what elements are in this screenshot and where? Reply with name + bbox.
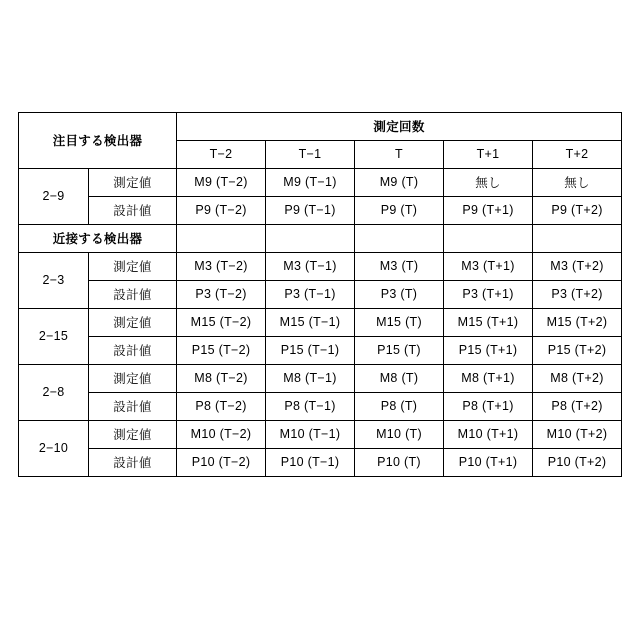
value-cell: M3 (T+2): [533, 253, 622, 281]
value-cell: M8 (T−1): [266, 365, 355, 393]
value-cell: P15 (T+1): [444, 337, 533, 365]
value-cell: P10 (T−2): [177, 449, 266, 477]
value-cell: M15 (T+2): [533, 309, 622, 337]
value-cell: P8 (T−2): [177, 393, 266, 421]
value-cell: P15 (T−2): [177, 337, 266, 365]
value-cell: M15 (T): [355, 309, 444, 337]
value-cell: P8 (T−1): [266, 393, 355, 421]
measurement-table-wrapper: [18, 112, 622, 477]
kind-measured: 測定値: [89, 365, 177, 393]
table-row: [19, 365, 622, 393]
value-cell: M10 (T−1): [266, 421, 355, 449]
value-cell: P9 (T−2): [177, 197, 266, 225]
kind-design: 設計値: [89, 393, 177, 421]
value-cell: M10 (T+1): [444, 421, 533, 449]
value-cell: M9 (T−1): [266, 169, 355, 197]
value-cell: 無し: [533, 169, 622, 197]
value-cell: P15 (T+2): [533, 337, 622, 365]
measurement-table: [18, 112, 622, 477]
blank-cell: [444, 225, 533, 253]
value-cell: M10 (T): [355, 421, 444, 449]
table-row: [19, 393, 622, 421]
detector-id-neighbor: 2−8: [19, 365, 89, 421]
value-cell: P3 (T−1): [266, 281, 355, 309]
blank-cell: [533, 225, 622, 253]
header-tick-1: T−1: [266, 141, 355, 169]
table-header-row-1: [19, 113, 622, 141]
kind-measured-focus: 測定値: [89, 169, 177, 197]
kind-design: 設計値: [89, 449, 177, 477]
value-cell: M8 (T+2): [533, 365, 622, 393]
header-tick-2: T: [355, 141, 444, 169]
value-cell: P3 (T): [355, 281, 444, 309]
header-measure-count: 測定回数: [177, 113, 622, 141]
kind-measured: 測定値: [89, 253, 177, 281]
value-cell: P9 (T): [355, 197, 444, 225]
kind-design: 設計値: [89, 281, 177, 309]
kind-measured: 測定値: [89, 309, 177, 337]
blank-cell: [266, 225, 355, 253]
value-cell: P10 (T+1): [444, 449, 533, 477]
value-cell: M8 (T): [355, 365, 444, 393]
value-cell: P15 (T): [355, 337, 444, 365]
value-cell: M15 (T+1): [444, 309, 533, 337]
header-tick-4: T+2: [533, 141, 622, 169]
blank-cell: [177, 225, 266, 253]
value-cell: M15 (T−2): [177, 309, 266, 337]
value-cell: 無し: [444, 169, 533, 197]
table-row: [19, 337, 622, 365]
header-tick-0: T−2: [177, 141, 266, 169]
kind-design: 設計値: [89, 337, 177, 365]
table-section-row: [19, 225, 622, 253]
value-cell: M8 (T+1): [444, 365, 533, 393]
value-cell: P10 (T): [355, 449, 444, 477]
table-row: [19, 449, 622, 477]
value-cell: M9 (T): [355, 169, 444, 197]
value-cell: P8 (T+1): [444, 393, 533, 421]
value-cell: M10 (T−2): [177, 421, 266, 449]
detector-id-neighbor: 2−10: [19, 421, 89, 477]
value-cell: P10 (T−1): [266, 449, 355, 477]
value-cell: M8 (T−2): [177, 365, 266, 393]
value-cell: P15 (T−1): [266, 337, 355, 365]
table-row: [19, 253, 622, 281]
value-cell: P8 (T): [355, 393, 444, 421]
table-row: [19, 169, 622, 197]
value-cell: P8 (T+2): [533, 393, 622, 421]
value-cell: M15 (T−1): [266, 309, 355, 337]
value-cell: M3 (T−1): [266, 253, 355, 281]
value-cell: M3 (T+1): [444, 253, 533, 281]
value-cell: P3 (T−2): [177, 281, 266, 309]
detector-id-neighbor: 2−15: [19, 309, 89, 365]
value-cell: P3 (T+2): [533, 281, 622, 309]
table-row: [19, 421, 622, 449]
value-cell: M3 (T): [355, 253, 444, 281]
value-cell: P9 (T+1): [444, 197, 533, 225]
table-row: [19, 309, 622, 337]
value-cell: P3 (T+1): [444, 281, 533, 309]
detector-id-focus: 2−9: [19, 169, 89, 225]
value-cell: M9 (T−2): [177, 169, 266, 197]
kind-design-focus: 設計値: [89, 197, 177, 225]
section-label-neighbor: 近接する検出器: [19, 225, 177, 253]
table-row: [19, 197, 622, 225]
value-cell: P9 (T+2): [533, 197, 622, 225]
table-row: [19, 281, 622, 309]
header-focus-detector: 注目する検出器: [19, 113, 177, 169]
kind-measured: 測定値: [89, 421, 177, 449]
value-cell: P10 (T+2): [533, 449, 622, 477]
value-cell: M10 (T+2): [533, 421, 622, 449]
value-cell: P9 (T−1): [266, 197, 355, 225]
value-cell: M3 (T−2): [177, 253, 266, 281]
blank-cell: [355, 225, 444, 253]
detector-id-neighbor: 2−3: [19, 253, 89, 309]
header-tick-3: T+1: [444, 141, 533, 169]
